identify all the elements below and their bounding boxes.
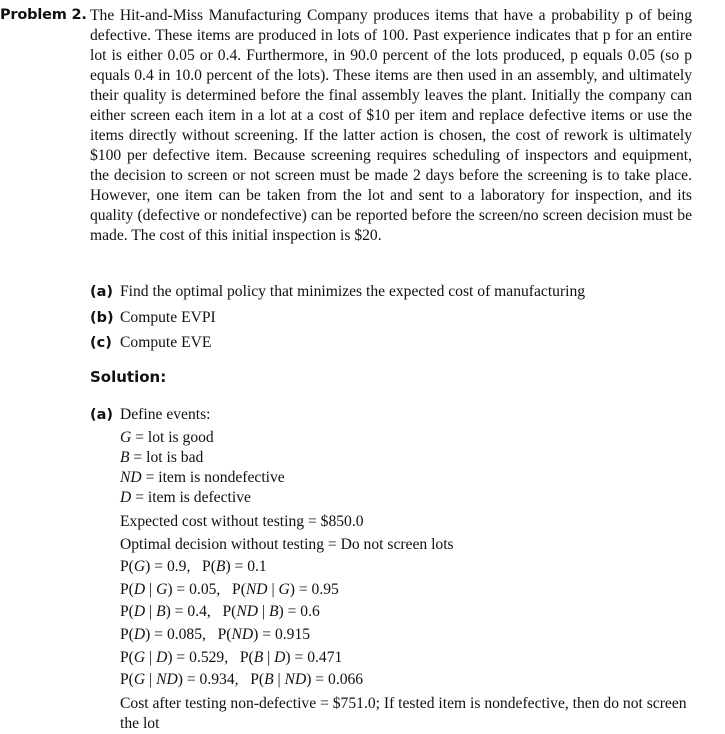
event-g-desc: lot is good (147, 429, 214, 446)
p-g-given-nd: 0.934 (199, 671, 235, 689)
part-c (90, 330, 710, 356)
cost-after-label: Cost after testing non-defective (120, 694, 317, 712)
optimal-decision-value: Do not screen lots (340, 535, 454, 553)
cost-after-testing-line: Cost after testing non-defective = $751.0; If tested item is nondefective, then do not screen the lot (120, 694, 687, 732)
event-g: G = lot is good (120, 429, 214, 446)
p-d-given-b: 0.4 (187, 603, 207, 621)
part-b-label: (b) (90, 309, 114, 326)
part-a-text: Find the optimal policy that minimizes the expected cost of manufacturing (120, 283, 586, 300)
expected-cost-label: Expected cost without testing (120, 513, 305, 530)
prob-line-5: P(G | D) = 0.529, P(B | D) = 0.471 (120, 648, 343, 666)
p-b-given-d: 0.471 (307, 648, 343, 666)
solution-a-body (120, 428, 700, 734)
part-a-label: (a) (90, 284, 114, 300)
part-b-text: Compute EVPI (120, 308, 216, 326)
part-c-text: Compute EVE (120, 334, 212, 351)
event-nd: ND = item is nondefective (120, 469, 285, 486)
p-nd-given-b: 0.6 (300, 603, 320, 621)
solution-a-intro: Define events: (120, 406, 211, 423)
p-b: 0.1 (247, 558, 267, 576)
p-g-given-d: 0.529 (189, 648, 225, 666)
prob-line-6: P(G | ND) = 0.934, P(B | ND) = 0.066 (120, 671, 364, 689)
p-g: 0.9 (166, 558, 187, 576)
event-b-desc: lot is bad (146, 449, 204, 466)
part-b (90, 305, 710, 331)
prob-line-3: P(D | B) = 0.4, P(ND | B) = 0.6 (120, 603, 320, 621)
expected-cost-line: Expected cost without testing = $850.0 (120, 513, 364, 530)
prob-line-4: P(D) = 0.085, P(ND) = 0.915 (120, 625, 311, 643)
prob-line-1: P(G) = 0.9, P(B) = 0.1 (120, 558, 267, 576)
cost-after-note: ; If tested item is nondefective, then do not screen the lot (120, 694, 687, 732)
cost-after-value: $751.0 (332, 694, 376, 712)
problem-label: Problem 2. (0, 7, 87, 23)
p-d-given-g: 0.05 (189, 580, 217, 598)
event-b: B = lot is bad (120, 449, 204, 466)
event-nd-desc: item is nondefective (158, 469, 285, 486)
p-b-given-nd: 0.066 (328, 671, 364, 689)
solution-title: Solution: (90, 368, 167, 386)
p-d: 0.085 (166, 625, 203, 643)
event-d-desc: item is defective (147, 489, 251, 506)
problem-statement: The Hit-and-Miss Manufacturing Company produces items that have a probability p of being defective. These items are produced in lots of 100. Past experience indicates that p for an entire lot is either 0.05 or 0.4. Furthermore, in 90.0 percent of the lots produced, p equals 0.05 (so p equals 0.4 in 10.0 percent of the lots). These items are then used in an assembly, and ultimately their quality is determined before the final assembly leaves the plant. Initially the company can either screen each item in a lot at a cost of $10 per item and replace defective items or use the items directly without screening. If the latter action is chosen, the cost of rework is ultimately $100 per defective item. Because screening requires scheduling of inspectors and equipment, the decision to screen or not screen must be made 2 days before the screening is to take place. However, one item can be taken from the lot and sent to a laboratory for inspection, and its quality (defective or nondefective) can be reported before the screen/no screen decision must be made. The cost of this initial inspection is $20. (90, 7, 692, 244)
p-nd: 0.915 (274, 625, 311, 643)
solution-a-label: (a) (90, 407, 114, 423)
p-nd-given-g: 0.95 (311, 580, 339, 598)
event-d: D = item is defective (120, 489, 251, 506)
optimal-decision-label: Optimal decision without testing (120, 535, 324, 553)
optimal-decision-line: Optimal decision without testing = Do not screen lots (120, 535, 454, 553)
part-a (90, 279, 710, 305)
question-parts (90, 279, 710, 356)
expected-cost-value: $850.0 (320, 513, 364, 530)
prob-line-2: P(D | G) = 0.05, P(ND | G) = 0.95 (120, 580, 339, 598)
part-c-label: (c) (90, 335, 112, 351)
solution-a-header (90, 405, 211, 425)
